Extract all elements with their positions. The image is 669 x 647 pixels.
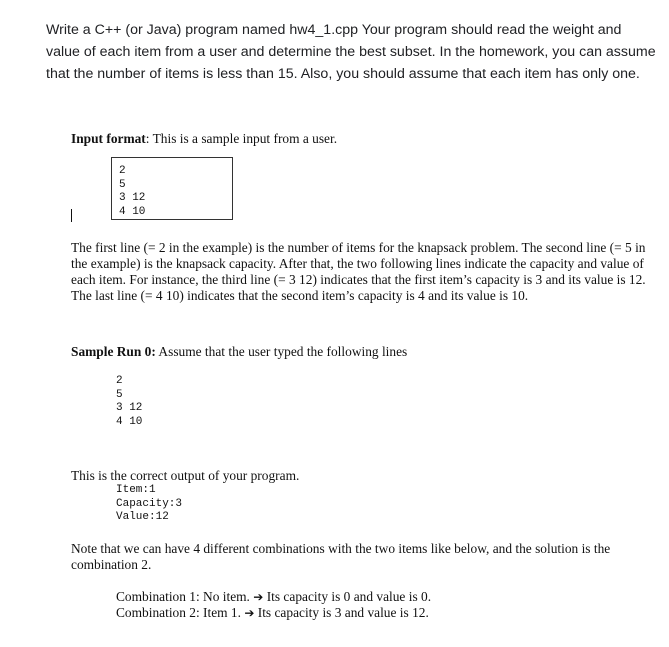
right-arrow-icon: ➔ (253, 590, 264, 604)
output-line: Value:12 (116, 511, 169, 523)
combination-1 (116, 589, 431, 605)
sample-input-lines (119, 165, 145, 219)
sample-input-line: 5 (119, 178, 126, 191)
combination-suffix: Its capacity is 0 and value is 0. (266, 589, 432, 604)
sample-input-line: 3 12 (119, 192, 146, 204)
input-format-label: Input format (71, 131, 146, 146)
input-format-heading (71, 131, 337, 147)
sample-run-label: Sample Run 0: (71, 344, 156, 359)
combination-prefix: Combination 1: No item. (116, 589, 250, 604)
sample-run-heading (71, 344, 407, 360)
sample-run-input (116, 375, 142, 429)
input-description: The first line (= 2 in the example) is the number of items for the knapsack problem. The second line (= 5 in the example) is the knapsack capacity. After that, the two following lines indicate the capacity and value of each item. For instance, the third line (= 3 12) indicates that the first item’s capacity is 3 and its value is 12. The last line (= 4 10) indicates that the second item’s capacity is 4 and its value is 10. (71, 240, 646, 303)
right-arrow-icon: ➔ (244, 606, 255, 620)
output-line: Capacity:3 (116, 497, 183, 510)
output-intro: This is the correct output of your program. (71, 468, 300, 483)
text-cursor[interactable] (71, 209, 72, 222)
sample-input-line: 4 10 (119, 205, 146, 218)
sample-run-text: Assume that the user typed the following lines (155, 344, 408, 359)
combination-2 (116, 605, 429, 621)
combination-suffix: Its capacity is 3 and value is 12. (257, 605, 429, 620)
input-format-text: : This is a sample input from a user. (145, 131, 338, 146)
program-output (116, 484, 182, 525)
sample-input-box (111, 157, 233, 220)
output-line: Item:1 (116, 484, 156, 496)
sample-input-line: 2 (119, 165, 126, 177)
sample-run-line: 2 (116, 375, 123, 387)
sample-run-line: 3 12 (116, 402, 143, 414)
assignment-intro: Write a C++ (or Java) program named hw4_1.cpp Your program should read the weight and value of each item from a user and determine the best subset. In the homework, you can assume that the number of items is less than 15. Also, you should assume that each item has only one. (46, 22, 656, 82)
sample-run-line: 4 10 (116, 415, 143, 428)
sample-run-line: 5 (116, 388, 123, 401)
combinations-note: Note that we can have 4 different combinations with the two items like below, and the solution is the combination 2. (71, 541, 611, 572)
combination-prefix: Combination 2: Item 1. (116, 605, 241, 620)
